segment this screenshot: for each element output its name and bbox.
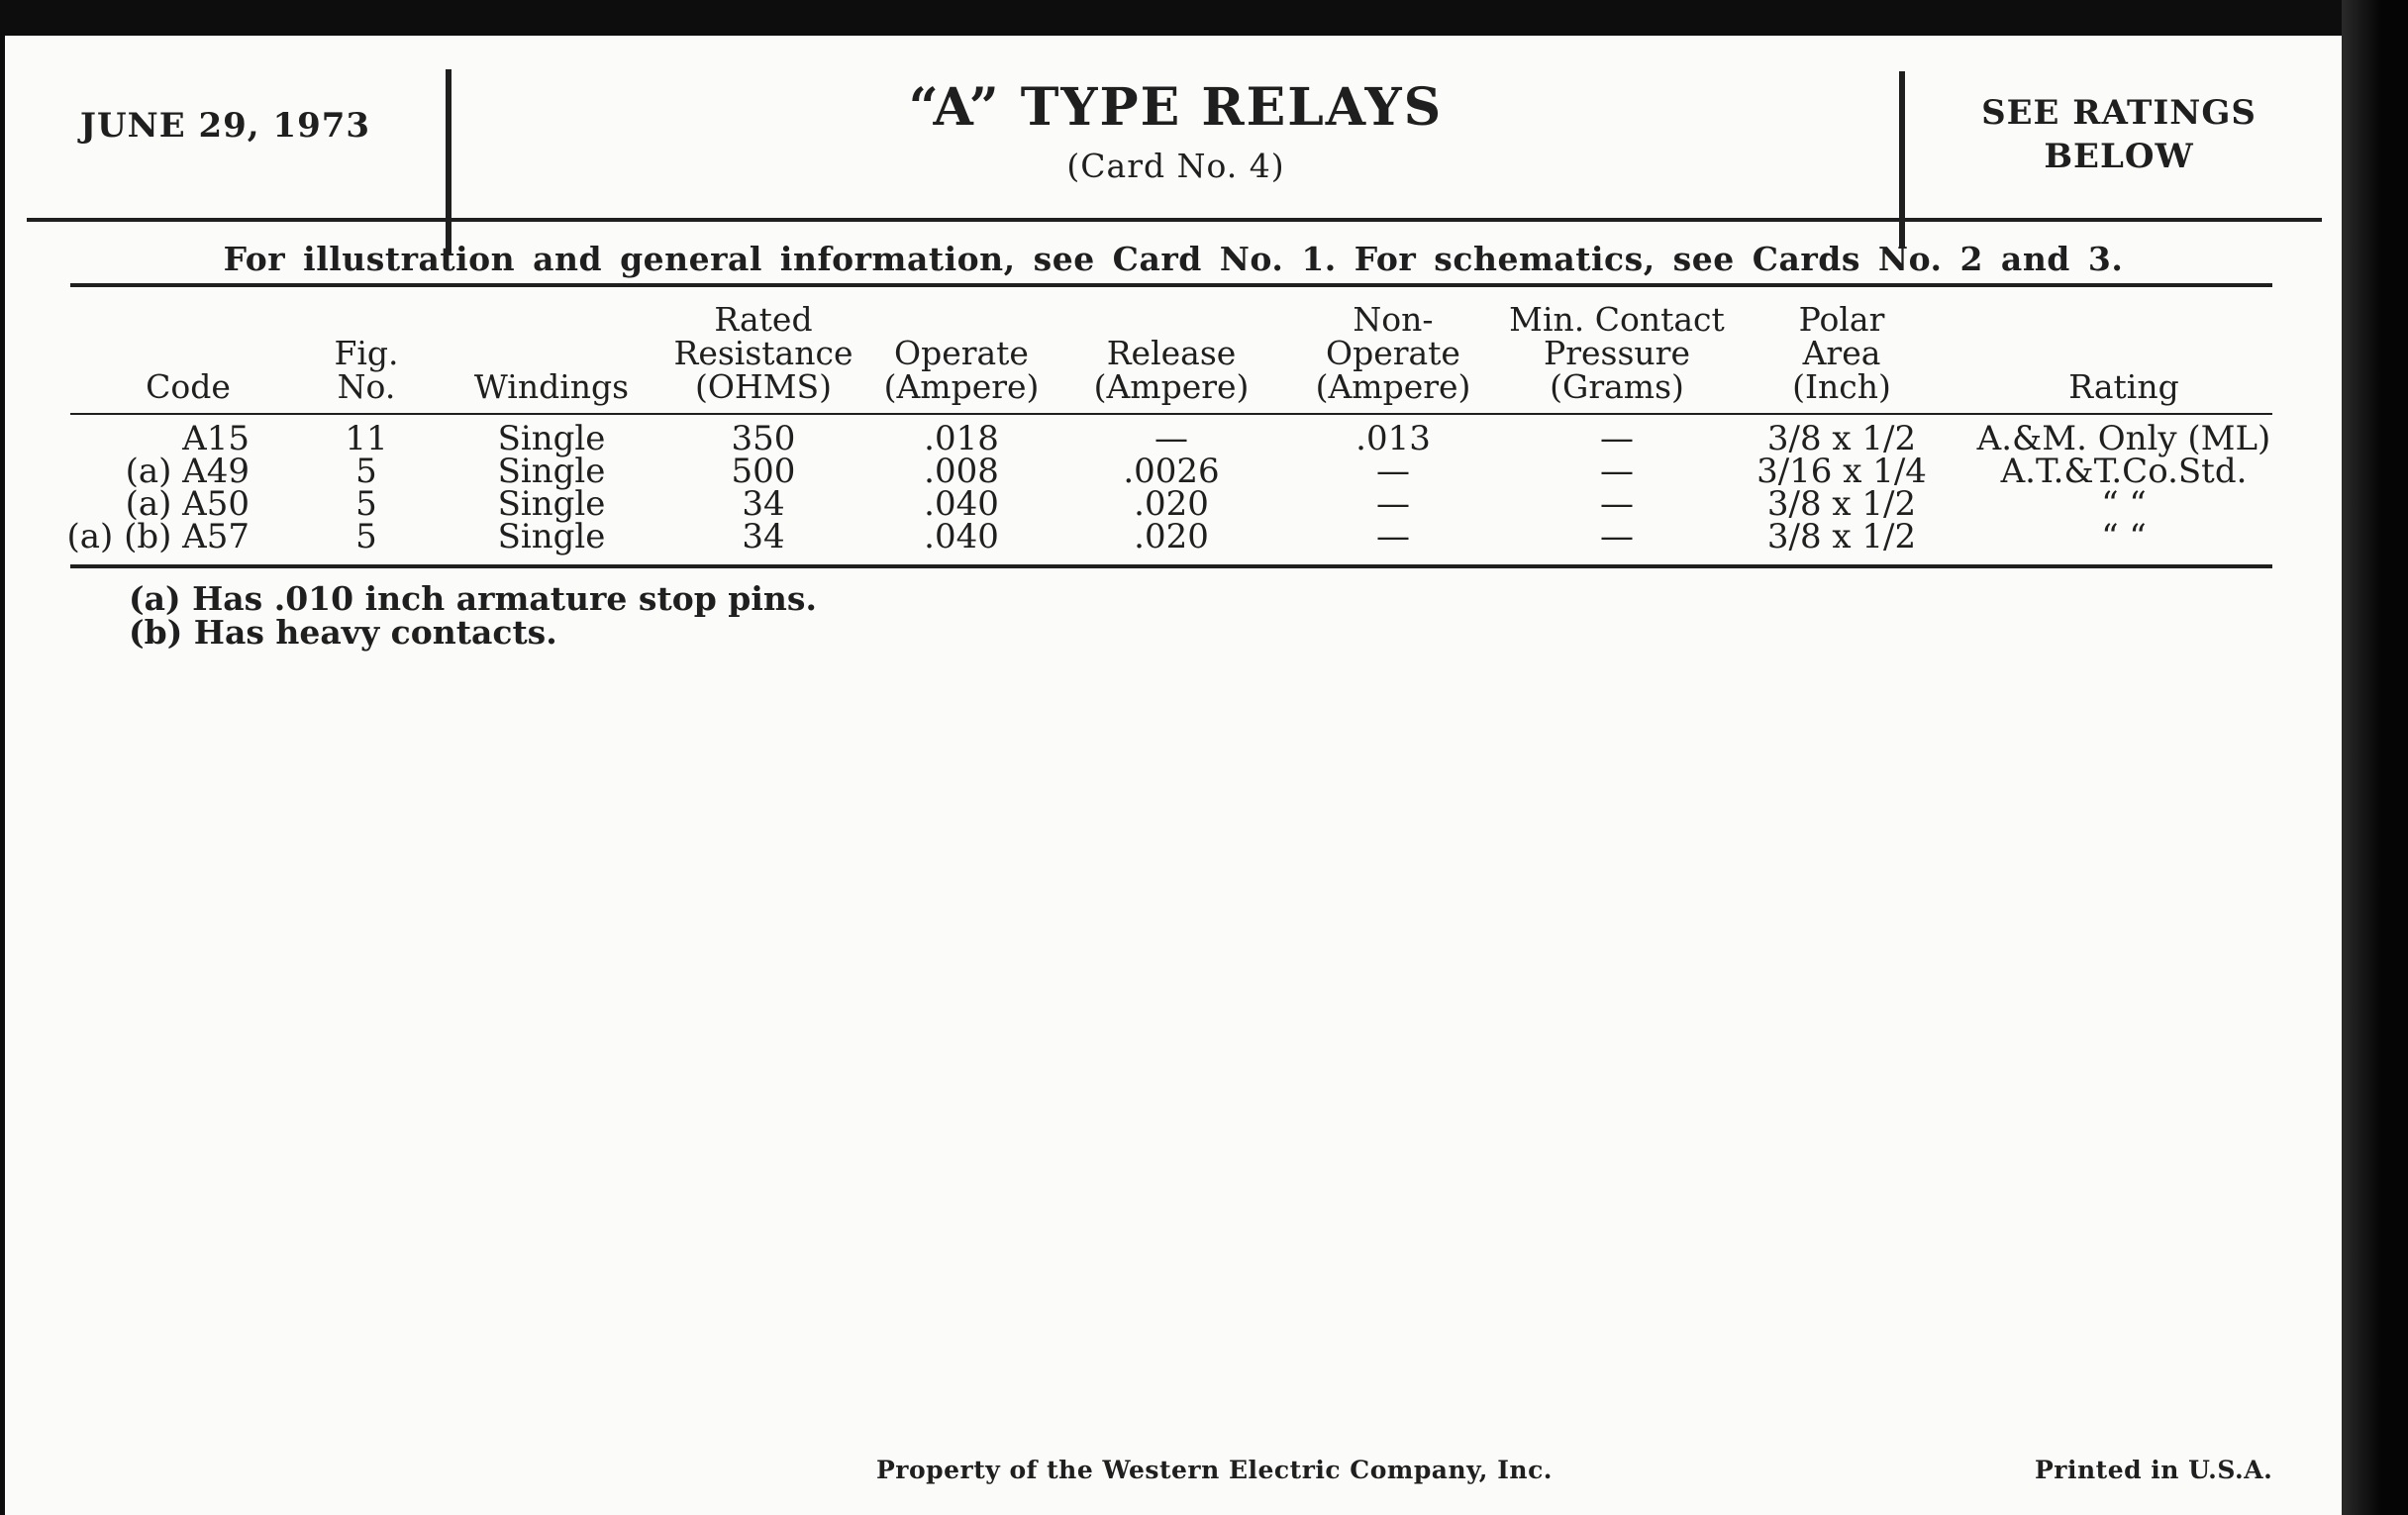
cell-fig: 5 bbox=[355, 452, 377, 491]
cell-rating: A.&M. Only (ML) bbox=[1976, 419, 2271, 458]
card-title: “A” TYPE RELAYS bbox=[908, 77, 1444, 138]
cell-operate: .040 bbox=[924, 484, 999, 524]
header-pressure-line1: Min. Contact bbox=[1509, 300, 1725, 339]
ratings-note-line2: BELOW bbox=[2044, 137, 2194, 176]
header-operate-line2: (Ampere) bbox=[883, 367, 1040, 406]
cell-area: 3/16 x 1/4 bbox=[1756, 452, 1927, 491]
header-release-line2: (Ampere) bbox=[1093, 367, 1250, 406]
cell-pressure: — bbox=[1600, 419, 1634, 458]
header-windings-line1: Windings bbox=[473, 367, 630, 406]
header-nonoperate-line3: (Ampere) bbox=[1315, 367, 1471, 406]
cell-pressure: — bbox=[1600, 517, 1634, 556]
cell-code: (a) (b) A57 bbox=[66, 517, 250, 556]
cell-area: 3/8 x 1/2 bbox=[1766, 484, 1917, 524]
cell-resistance: 500 bbox=[731, 452, 796, 491]
cell-release: .020 bbox=[1134, 484, 1209, 524]
cell-resistance: 34 bbox=[742, 517, 785, 556]
header-fig-line2: No. bbox=[337, 367, 396, 406]
table-top-rule bbox=[70, 283, 2272, 287]
header-area-line3: (Inch) bbox=[1792, 367, 1891, 406]
header-resistance-line1: Rated bbox=[714, 300, 813, 339]
table-bottom-rule bbox=[70, 564, 2272, 568]
cell-windings: Single bbox=[497, 517, 606, 556]
cell-release: .0026 bbox=[1123, 452, 1220, 491]
cell-rating: A.T.&T.Co.Std. bbox=[2000, 452, 2248, 491]
cell-area: 3/8 x 1/2 bbox=[1766, 419, 1917, 458]
footnote-a: (a) Has .010 inch armature stop pins. bbox=[129, 579, 817, 618]
cell-resistance: 34 bbox=[742, 484, 785, 524]
header-resistance-line3: (OHMS) bbox=[695, 367, 832, 406]
header-fig-line1: Fig. bbox=[334, 334, 399, 372]
cell-rating: “ “ bbox=[2101, 517, 2147, 556]
cell-pressure: — bbox=[1600, 452, 1634, 491]
cell-operate: .018 bbox=[924, 419, 999, 458]
cell-resistance: 350 bbox=[731, 419, 796, 458]
cell-code: (a) A49 bbox=[125, 452, 250, 491]
cell-windings: Single bbox=[497, 452, 606, 491]
cell-nonoperate: — bbox=[1376, 517, 1410, 556]
table-header-rule bbox=[70, 413, 2272, 415]
info-line: For illustration and general information, see Card No. 1. For schematics, see Cards No. 2 and 3. bbox=[223, 240, 2124, 278]
header-area-line2: Area bbox=[1802, 334, 1881, 372]
header-code-line1: Code bbox=[146, 367, 231, 406]
cell-windings: Single bbox=[497, 484, 606, 524]
footer-printed: Printed in U.S.A. bbox=[2035, 1456, 2273, 1484]
relay-card bbox=[5, 36, 2342, 1515]
footnote-b: (b) Has heavy contacts. bbox=[129, 613, 557, 652]
cell-code: (a) A50 bbox=[125, 484, 250, 524]
cell-release: .020 bbox=[1134, 517, 1209, 556]
cell-release: — bbox=[1154, 419, 1188, 458]
cell-pressure: — bbox=[1600, 484, 1634, 524]
header-release-line1: Release bbox=[1106, 334, 1237, 372]
cell-windings: Single bbox=[497, 419, 606, 458]
footer-property: Property of the Western Electric Company, Inc. bbox=[876, 1456, 1554, 1484]
header-pressure-line2: Pressure bbox=[1544, 334, 1690, 372]
header-operate-line1: Operate bbox=[894, 334, 1029, 372]
ratings-note-line1: SEE RATINGS bbox=[1981, 93, 2257, 133]
cell-area: 3/8 x 1/2 bbox=[1766, 517, 1917, 556]
header-pressure-line3: (Grams) bbox=[1550, 367, 1684, 406]
cell-nonoperate: — bbox=[1376, 484, 1410, 524]
header-resistance-line2: Resistance bbox=[673, 334, 853, 372]
header-nonoperate-line1: Non- bbox=[1353, 300, 1434, 339]
card-date: JUNE 29, 1973 bbox=[79, 106, 371, 146]
scan-edge bbox=[2342, 0, 2408, 1515]
header-rating-line1: Rating bbox=[2068, 367, 2179, 406]
cell-fig: 5 bbox=[355, 517, 377, 556]
cell-nonoperate: — bbox=[1376, 452, 1410, 491]
cell-rating: “ “ bbox=[2101, 484, 2147, 524]
header-area-line1: Polar bbox=[1798, 300, 1885, 339]
cell-fig: 11 bbox=[345, 419, 388, 458]
cell-nonoperate: .013 bbox=[1355, 419, 1431, 458]
header-rule bbox=[27, 218, 2322, 222]
cell-code: A15 bbox=[182, 419, 250, 458]
cell-operate: .008 bbox=[924, 452, 999, 491]
card-number: (Card No. 4) bbox=[1066, 147, 1285, 185]
ratings-note bbox=[1911, 91, 2327, 178]
cell-fig: 5 bbox=[355, 484, 377, 524]
header-nonoperate-line2: Operate bbox=[1326, 334, 1460, 372]
cell-operate: .040 bbox=[924, 517, 999, 556]
